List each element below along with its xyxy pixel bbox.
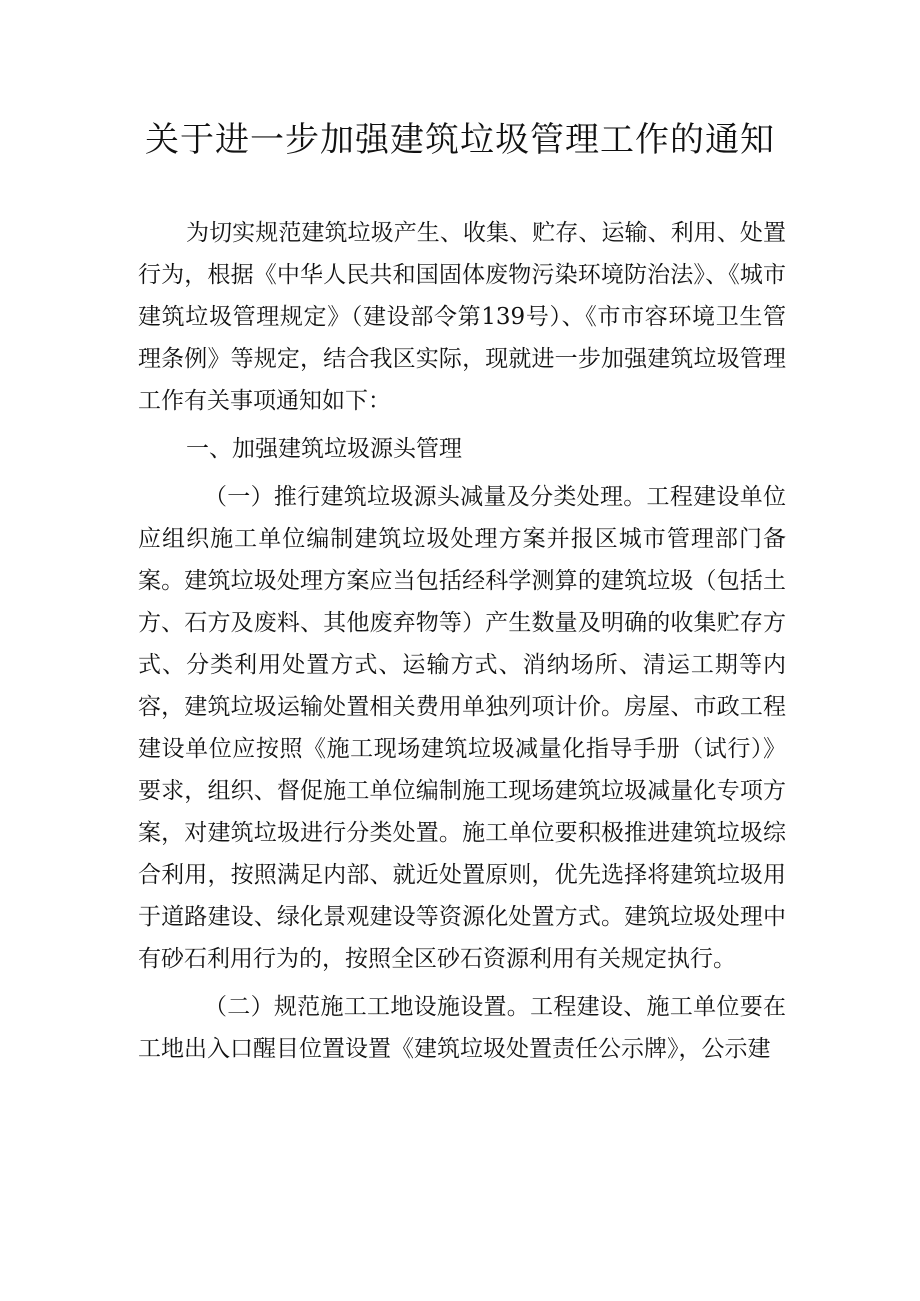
document-body — [138, 212, 786, 1070]
intro-paragraph: 为切实规范建筑垃圾产生、收集、贮存、运输、利用、处置行为，根据《中华人民共和国固体废物污染环境防治法》、《城市建筑垃圾管理规定》（建设部令第139号）、《市市容环境卫生管理条例》等规定，结合我区实际，现就进一步加强建筑垃圾管理工作有关事项通知如下： — [138, 220, 786, 414]
document-title: 关于进一步加强建筑垃圾管理工作的通知 — [145, 120, 775, 160]
section-heading: 一、加强建筑垃圾源头管理 — [186, 436, 462, 462]
item-paragraph-2: （二）规范施工工地设施设置。工程建设、施工单位要在工地出入口醒目位置设置《建筑垃圾处置责任公示牌》，公示建 — [138, 994, 786, 1062]
item-paragraph-1: （一）推行建筑垃圾源头减量及分类处理。工程建设单位应组织施工单位编制建筑垃圾处理方案并报区城市管理部门备案。建筑垃圾处理方案应当包括经科学测算的建筑垃圾（包括土方、石方及废料、其他废弃物等）产生数量及明确的收集贮存方式、分类利用处置方式、运输方式、消纳场所、清运工期等内容，建筑垃圾运输处置相关费用单独列项计价。房屋、市政工程建设单位应按照《施工现场建筑垃圾减量化指导手册（试行）》要求，组织、督促施工单位编制施工现场建筑垃圾减量化专项方案，对建筑垃圾进行分类处置。施工单位要积极推进建筑垃圾综合利用，按照满足内部、就近处置原则，优先选择将建筑垃圾用于道路建设、绿化景观建设等资源化处置方式。建筑垃圾处理中有砂石利用行为的，按照全区砂石资源利用有关规定执行。 — [138, 484, 786, 972]
